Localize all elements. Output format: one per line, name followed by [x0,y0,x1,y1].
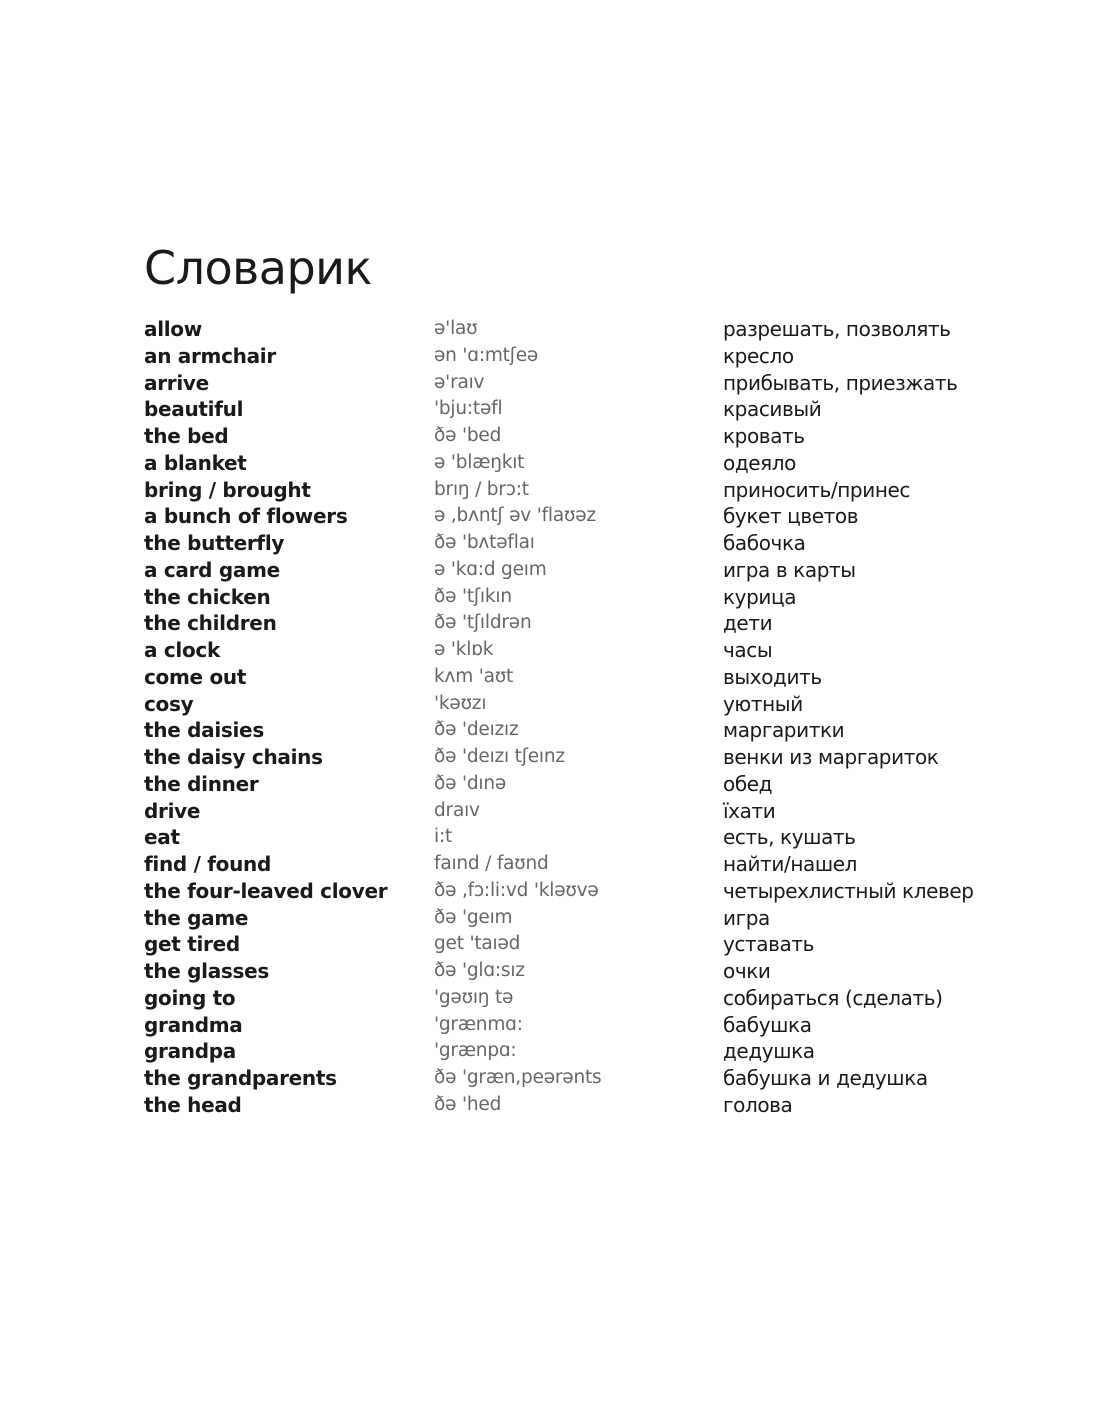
vocab-word: the children [144,611,277,636]
vocab-translation: кресло [723,343,794,368]
vocab-translation: одеяло [723,450,797,475]
vocab-transcription: ðə 'bed [434,425,502,446]
vocab-transcription: ðə 'tʃıldrən [434,612,532,634]
vocab-row [144,370,1004,397]
vocab-transcription: ðə 'deızı tʃeınz [434,746,565,767]
vocab-transcription: ðə 'hed [434,1093,502,1115]
vocab-transcription: 'kəʊzı [434,692,487,714]
vocab-translation: часы [723,638,773,662]
vocab-row [144,691,1004,718]
vocab-transcription: ðə 'deızız [434,719,519,741]
vocab-transcription: ðə 'bʌtəflaı [434,532,535,553]
vocab-row [144,610,1004,637]
vocab-translation: дедушка [723,1039,815,1064]
vocab-translation: дети [723,611,773,636]
vocab-word: the chicken [144,584,271,609]
vocab-word: a blanket [144,450,247,475]
vocab-translation: уютный [723,691,803,716]
vocab-row [144,744,1004,771]
vocab-row [144,450,1004,477]
vocab-word: an armchair [144,343,276,368]
vocab-row [144,851,1004,878]
vocab-transcription: 'grænmɑ: [434,1013,523,1035]
vocab-transcription: ðə 'græn,peərənts [434,1067,602,1088]
vocab-translation: їхати [723,798,776,823]
vocab-row [144,423,1004,450]
page-title: Словарик [144,241,372,295]
vocab-word: find / found [144,852,271,876]
vocab-transcription: ə 'kɑ:d geım [434,558,547,580]
vocab-translation: бабушка [723,1012,812,1037]
vocab-transcription: ðə ,fɔ:li:vd 'kləʊvə [434,879,599,901]
vocab-row [144,584,1004,611]
vocab-translation: есть, кушать [723,825,856,850]
vocab-translation: голова [723,1092,793,1117]
vocab-word: the four-leaved clover [144,878,388,903]
vocab-row [144,343,1004,370]
vocab-translation: очки [723,959,771,983]
vocab-transcription: kʌm 'aʊt [434,665,514,687]
vocab-transcription: ðə 'tʃıkın [434,585,512,607]
vocab-row [144,931,1004,958]
vocab-transcription: 'bju:təfl [434,398,503,420]
vocab-row [144,1012,1004,1039]
vocab-word: the butterfly [144,531,285,555]
vocab-row [144,1092,1004,1119]
vocab-word: the bed [144,424,229,448]
vocab-transcription: i:t [434,826,453,848]
vocab-transcription: ðə 'geım [434,906,513,928]
vocab-translation: кровать [723,424,805,448]
vocab-translation: четырехлистный клевер [723,878,974,903]
vocab-row [144,316,1004,343]
vocab-translation: прибывать, приезжать [723,370,958,395]
vocab-word: going to [144,985,236,1010]
vocab-word: come out [144,664,247,689]
vocab-word: get tired [144,932,240,957]
vocab-transcription: faınd / faʊnd [434,853,549,874]
vocab-row [144,1038,1004,1065]
vocab-row [144,958,1004,985]
vocab-row [144,530,1004,557]
vocab-word: beautiful [144,397,244,422]
vocab-word: the daisies [144,718,264,743]
vocab-word: a bunch of flowers [144,504,348,529]
vocab-word: drive [144,798,201,823]
vocab-row [144,396,1004,423]
vocab-translation: букет цветов [723,504,859,529]
vocab-row [144,637,1004,664]
vocab-transcription: brıŋ / brɔ:t [434,478,529,500]
vocab-translation: маргаритки [723,718,845,743]
vocab-word: the glasses [144,959,269,983]
vocab-word: grandma [144,1012,243,1037]
vocab-transcription: get 'taıəd [434,933,521,955]
vocab-translation: красивый [723,397,822,422]
vocab-word: allow [144,317,202,341]
vocab-transcription: 'grænpɑ: [434,1040,517,1062]
vocab-word: the head [144,1092,242,1117]
vocab-word: cosy [144,691,194,716]
vocab-translation: разрешать, позволять [723,317,951,341]
vocab-word: eat [144,825,180,850]
vocab-transcription: ðə 'glɑ:sız [434,960,525,981]
vocab-word: bring / brought [144,477,311,502]
vocab-transcription: ə 'blæŋkıt [434,451,525,473]
vocab-row [144,771,1004,798]
vocab-translation: собираться (сделать) [723,985,943,1010]
vocab-translation: игра в карты [723,557,856,582]
vocab-row [144,824,1004,851]
vocab-row [144,503,1004,530]
vocab-transcription: ə ,bʌntʃ əv 'flaʊəz [434,505,596,527]
vocab-row [144,477,1004,504]
vocab-row [144,664,1004,691]
vocab-translation: найти/нашел [723,852,858,876]
vocab-translation: приносить/принес [723,477,910,502]
vocab-translation: обед [723,771,773,796]
vocab-translation: бабочка [723,531,806,555]
vocab-transcription: ðə 'dınə [434,772,507,794]
vocab-translation: игра [723,905,770,930]
vocab-translation: уставать [723,932,815,957]
vocabulary-list [144,316,1004,1119]
vocab-row [144,557,1004,584]
vocab-word: grandpa [144,1039,236,1064]
vocab-word: the grandparents [144,1066,337,1090]
vocab-row [144,1065,1004,1092]
vocab-transcription: ə'laʊ [434,318,478,339]
vocab-transcription: draıv [434,799,480,821]
vocab-transcription: 'gəʊıŋ tə [434,986,514,1008]
vocab-transcription: ə'raıv [434,371,485,393]
vocab-row [144,878,1004,905]
vocab-translation: курица [723,584,797,609]
vocab-translation: бабушка и дедушка [723,1066,928,1090]
vocab-translation: венки из маргариток [723,745,939,769]
vocab-word: a clock [144,638,220,662]
vocab-word: arrive [144,370,209,395]
vocab-word: the daisy chains [144,745,323,769]
vocab-transcription: ə 'klɒk [434,639,494,660]
vocab-word: the dinner [144,771,259,796]
vocab-transcription: ən 'ɑ:mtʃeə [434,344,539,366]
vocab-word: a card game [144,557,280,582]
vocab-row [144,905,1004,932]
vocab-row [144,985,1004,1012]
vocab-row [144,717,1004,744]
vocab-word: the game [144,905,249,930]
vocab-translation: выходить [723,664,822,689]
vocab-row [144,798,1004,825]
